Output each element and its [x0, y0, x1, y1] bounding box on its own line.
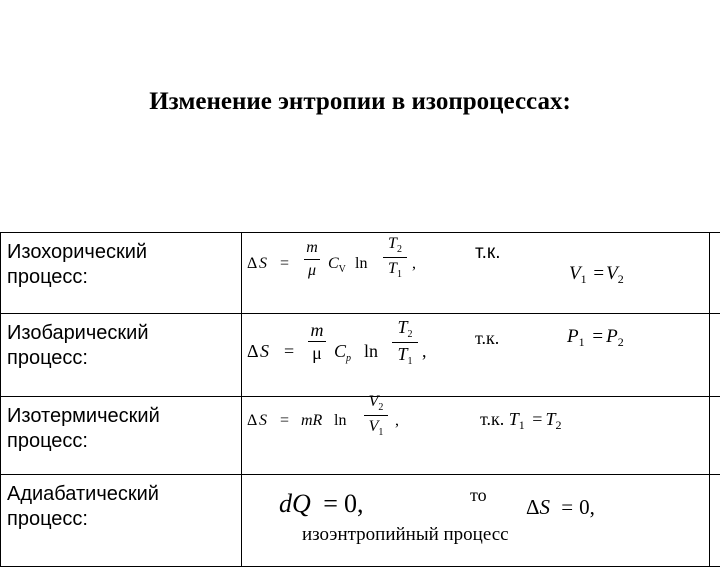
formula-cell — [242, 314, 710, 397]
delta-symbol: Δ — [247, 255, 257, 273]
process-name-line1: Изохорический — [7, 240, 241, 265]
temperature-fraction — [392, 318, 418, 367]
process-name-cell — [1, 397, 242, 475]
heat-capacity-symbol: $C_p$ — [334, 341, 351, 362]
delta-symbol: Δ — [247, 412, 257, 430]
since-label: т.к. — [475, 242, 500, 264]
process-name-cell — [1, 314, 242, 397]
equals-sign: = — [280, 412, 289, 430]
formula-cell — [242, 233, 710, 314]
ln-operator: ln — [334, 412, 346, 430]
process-name-line1: Изотермический — [7, 404, 241, 429]
equals-sign: = — [280, 255, 289, 273]
entropy-zero-formula: ΔS = 0, — [526, 495, 595, 520]
table-row — [1, 397, 720, 475]
delta-symbol: Δ — [247, 341, 259, 362]
process-name-line2: процесс: — [7, 346, 241, 371]
numerator-mass: m — [306, 239, 318, 257]
equals-sign: = — [284, 341, 294, 362]
table-row — [1, 475, 720, 567]
numerator-t2: $T_2$ — [388, 235, 402, 255]
formula-comma: , — [422, 341, 427, 362]
then-label: то — [470, 485, 487, 506]
since-label: т.к. — [480, 409, 504, 429]
fraction-bar — [392, 342, 418, 343]
process-name-line2: процесс: — [7, 265, 241, 290]
denominator-molar-mass: μ — [308, 262, 316, 280]
condition-formula: $V_1 = V_2$ — [569, 263, 624, 285]
edge-cell — [710, 314, 720, 397]
entropy-symbol: S — [259, 412, 267, 430]
entropy-symbol: S — [260, 341, 269, 362]
numerator-v2: $V_2$ — [369, 393, 384, 413]
mass-over-molar-fraction — [308, 321, 326, 362]
formula-comma: , — [395, 412, 399, 430]
heat-condition: dQ = 0, — [279, 489, 363, 519]
isentropic-note: изоэнтропийный процесс — [302, 524, 509, 546]
heat-capacity-symbol: $C_V$ — [328, 255, 346, 273]
since-label: т.к. — [475, 328, 499, 349]
denominator-molar-mass: μ — [312, 344, 322, 362]
edge-cell — [710, 397, 720, 475]
table-row — [1, 314, 720, 397]
fraction-bar — [383, 257, 407, 258]
formula-comma: , — [412, 255, 416, 273]
volume-fraction — [364, 393, 388, 438]
process-name-line2: процесс: — [7, 429, 241, 454]
fraction-bar — [364, 415, 388, 416]
edge-cell — [710, 475, 720, 567]
page-title: Изменение энтропии в изопроцессах: — [0, 88, 720, 116]
since-condition: т.к. $T_1 = T_2$ — [480, 409, 561, 430]
process-name-line2: процесс: — [7, 507, 241, 532]
entropy-symbol: S — [259, 255, 267, 273]
process-name-line1: Адиабатический — [7, 482, 241, 507]
mass-gas-constant: mR — [301, 412, 322, 430]
table-row — [1, 233, 720, 314]
condition-formula: $P_1 = P_2$ — [567, 326, 624, 348]
numerator-mass: m — [311, 321, 324, 339]
formula-cell — [242, 475, 710, 567]
isoprocess-table — [0, 232, 720, 567]
ln-operator: ln — [355, 255, 367, 273]
edge-cell — [710, 233, 720, 314]
formula-cell — [242, 397, 710, 475]
denominator-v1: $V_1$ — [369, 418, 384, 438]
process-name-line1: Изобарический — [7, 321, 241, 346]
ln-operator: ln — [364, 341, 378, 362]
fraction-bar — [304, 259, 320, 260]
mass-over-molar-fraction — [304, 239, 320, 280]
denominator-t1: $T_1$ — [388, 260, 402, 280]
temperature-fraction — [383, 235, 407, 280]
process-name-cell — [1, 233, 242, 314]
denominator-t1: $T_1$ — [397, 345, 412, 367]
fraction-bar — [308, 341, 326, 342]
numerator-t2: $T_2$ — [397, 318, 412, 340]
process-name-cell — [1, 475, 242, 567]
